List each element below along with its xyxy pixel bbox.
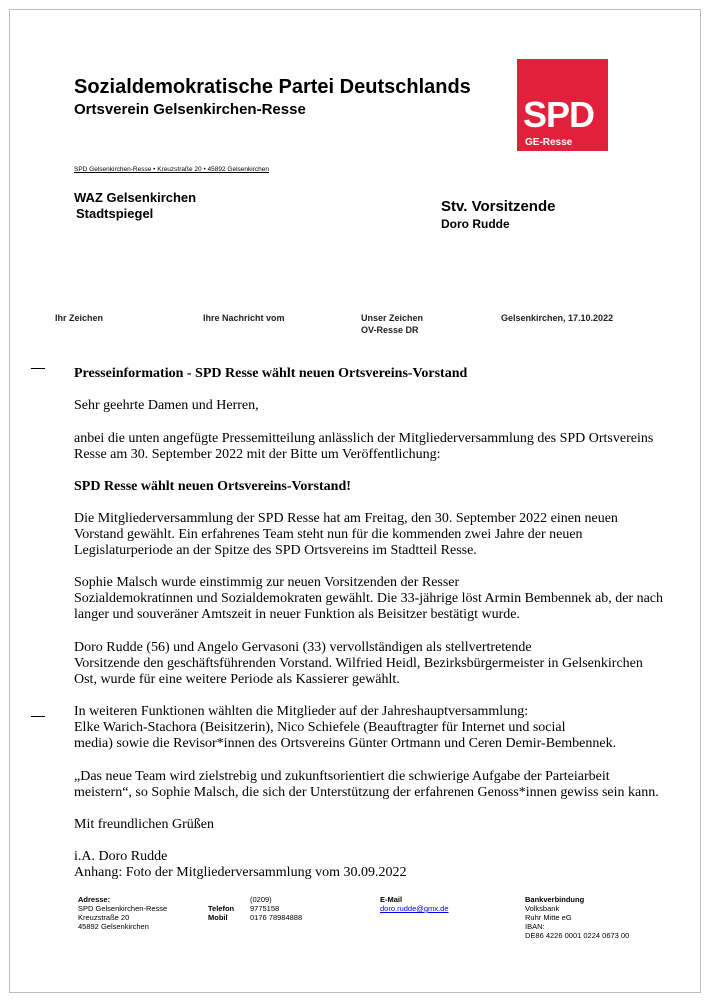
footer-mobile-label: Mobil [208,913,228,922]
branch-name: Ortsverein Gelsenkirchen-Resse [74,101,306,118]
closing: Mit freundlichen Grüßen [74,817,214,832]
footer-bank [525,895,629,940]
letter-date: Gelsenkirchen, 17.10.2022 [501,313,614,323]
footer-email-label: E-Mail [380,895,403,904]
text-line: Sozialdemokratinnen und Sozialdemokraten gewählt. Die 33-jährige löst Armin Bembennek ab, der nach [74,591,663,606]
text-line: Resse am 30. September 2022 mit der Bitte um Veröffentlichung: [74,447,441,462]
ref-unser-zeichen-label: Unser Zeichen [361,313,424,323]
ref-ihr-zeichen-label: Ihr Zeichen [55,313,104,323]
paragraph-5 [74,769,674,801]
signatory-name: Doro Rudde [441,217,510,231]
signatory-role: Stv. Vorsitzende [441,198,556,215]
footer-area-code: (0209) [250,895,272,904]
text-line: Elke Warich-Stachora (Beisitzerin), Nico Schiefele (Beauftragter für Internet und social [74,720,566,735]
paragraph-4 [74,704,674,752]
text-line: „Das neue Team wird zielstrebig und zukunftsorientiert die schwierige Aufgabe der Parteiarbeit [74,769,610,784]
recipient-line-2: Stadtspiegel [76,206,154,221]
paragraph-3 [74,640,674,688]
text-line: Sophie Malsch wurde einstimmig zur neuen Vorsitzenden der Resser [74,575,460,590]
footer-bank-line: Ruhr Mitte eG [525,913,572,922]
logo-text: SPD [523,94,595,135]
signature: i.A. Doro Rudde [74,849,168,864]
footer-email [380,895,449,913]
recipient-line-1: WAZ Gelsenkirchen [74,190,197,205]
text-line: Legislaturperiode an der Spitze des SPD Ortsvereins im Stadtteil Resse. [74,543,477,558]
footer-mobile: 0176 78984888 [250,913,303,922]
text-line: In weiteren Funktionen wählten die Mitglieder auf der Jahreshauptversammlung: [74,704,529,719]
footer-address-line: 45892 Gelsenkirchen [78,922,149,931]
sender-address-line: SPD Gelsenkirchen-Resse • Kreuzstraße 20 • 45892 Gelsenkirchen [74,166,269,173]
paragraph-1 [74,511,674,559]
text-line: Doro Rudde (56) und Angelo Gervasoni (33) vervollständigen als stellvertretende [74,640,532,655]
email-link[interactable]: doro.rudde@gmx.de [380,904,449,913]
footer-phone: 9775158 [250,904,280,913]
footer-phone-values [250,895,302,922]
text-line: anbei die unten angefügte Pressemitteilung anlässlich der Mitgliederversammlung des SPD Ortsvereins [74,431,654,446]
footer-address-line: SPD Gelsenkirchen-Resse [78,904,168,913]
letter-subject: Presseinformation - SPD Resse wählt neuen Ortsvereins-Vorstand [74,366,468,381]
text-line: meistern“, so Sophie Malsch, die sich der Unterstützung der erfahrenen Genoss*innen gewiss sein kann. [74,785,659,800]
footer-iban-label: IBAN: [525,922,545,931]
footer-bank-label: Bankverbindung [525,895,585,904]
footer-phone-labels [208,895,234,922]
party-name: Sozialdemokratische Partei Deutschlands [74,76,471,98]
text-line: langer und souveräner Amtszeit in neuer Funktion als Beisitzer bestätigt wurde. [74,607,520,622]
text-line: media) sowie die Revisor*innen des Ortsvereins Günter Ortmann und Ceren Demir-Bembennek. [74,736,617,751]
spd-logo [517,59,608,151]
fold-mark-bottom [31,716,45,717]
text-line: Vorsitzende den geschäftsführenden Vorstand. Wilfried Heidl, Bezirksbürgermeister in Gelsenkirchen [74,656,643,671]
footer-iban: DE86 4226 0001 0224 0673 00 [525,931,630,940]
attachment-note: Anhang: Foto der Mitgliederversammlung vom 30.09.2022 [74,865,407,880]
press-headline: SPD Resse wählt neuen Ortsvereins-Vorstand! [74,479,351,494]
letter-page [9,9,701,993]
footer-address [78,895,167,931]
footer-bank-line: Volksbank [525,904,560,913]
logo-subtext: GE-Resse [525,137,573,148]
footer-address-line: Kreuzstraße 20 [78,913,130,922]
paragraph-2 [74,575,674,623]
footer-phone-label: Telefon [208,904,235,913]
ref-unser-zeichen-value: OV-Resse DR [361,325,419,335]
text-line: Die Mitgliederversammlung der SPD Resse hat am Freitag, den 30. September 2022 einen neuen [74,511,618,526]
text-line: Ost, wurde für eine weitere Periode als Kassierer gewählt. [74,672,400,687]
fold-mark-top [31,368,45,369]
intro-paragraph [74,431,674,463]
salutation: Sehr geehrte Damen und Herren, [74,398,259,413]
ref-ihre-nachricht-label: Ihre Nachricht vom [203,313,285,323]
text-line: Vorstand gewählt. Ein erfahrenes Team steht nun für die kommenden zwei Jahre der neuen [74,527,583,542]
footer-address-label: Adresse: [78,895,111,904]
